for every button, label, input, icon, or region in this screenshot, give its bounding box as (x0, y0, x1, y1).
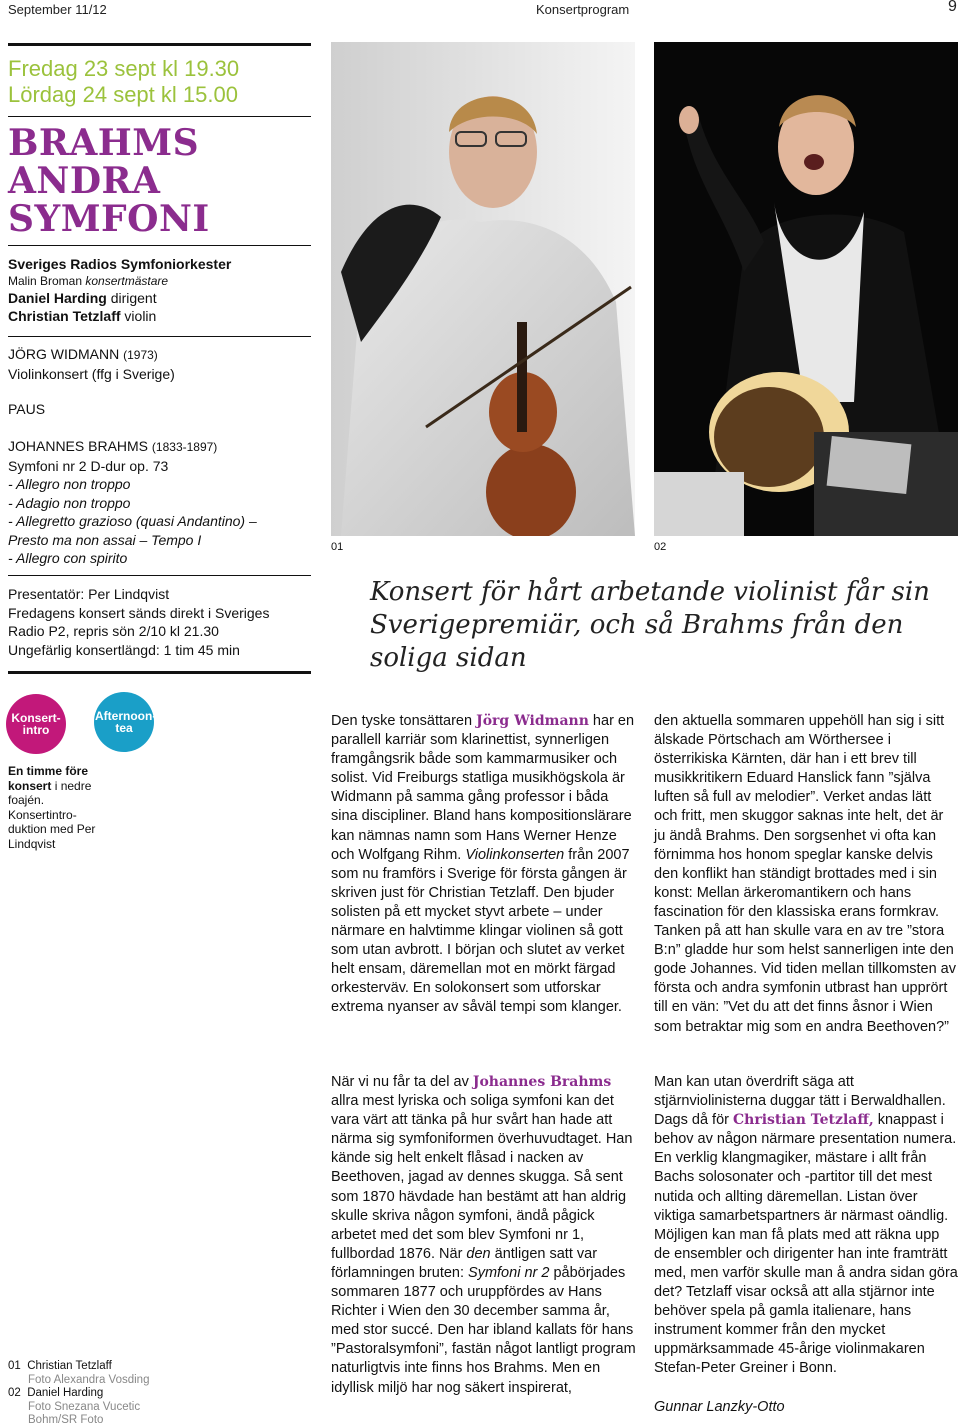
text: äntligen satt var förlamningen bruten: (331, 1245, 598, 1281)
practical-info (8, 585, 308, 659)
conductor (8, 289, 308, 308)
credit-1 (8, 1360, 178, 1374)
article-brahms-cont (654, 712, 956, 1037)
composer-years: (1973) (123, 348, 158, 362)
info-line: Radio P2, repris sön 2/10 kl 21.30 (8, 623, 219, 639)
article-tetzlaff (654, 1073, 958, 1417)
lead-text: Konsert för hårt arbetande violinist får sin Sverigepremiär, och så Brahms från den soliga sidan (370, 577, 930, 673)
photo-conductor (654, 42, 958, 536)
text: Man kan utan överdrift säga att stjärnviolinisterna duggar tätt i Berwaldhallen. Dags då för (654, 1074, 946, 1129)
photo-label-2: 02 (654, 541, 667, 553)
date-friday: Fredag 23 sept kl 19.30 (8, 56, 240, 81)
text: Den tyske tonsättaren (331, 713, 477, 729)
konsertintro-badge (6, 694, 66, 754)
intro-note-text: Konsertintro-duktion med Per Lindqvist (8, 807, 96, 851)
concert-title (8, 124, 313, 238)
text: knappast i behov av någon närmare presentation numera. En verklig klangmagiker, mästare i allt från Bachs solosonater och -partitor till det mest nutida och allting däremellan. Listan över viktiga samarbetspartners är närmast oändlig. Möjligen kan man få plats med att räkna upp de ensembler och dirigenter han inte framträtt med, men varför skulle man å andra sidan göra det? Tetzlaff visar också att alla stjärnor inte behöver spela på gamla italienare, hans instrument kommer från den mycket uppmärksammade 45-årige violinmakaren Stefan-Peter Greiner i Bonn. (654, 1112, 958, 1377)
photo-violinist (331, 42, 635, 536)
top-rule (8, 43, 311, 46)
title-line: ANDRA (8, 160, 161, 202)
concertmaster (8, 274, 308, 289)
info-line: Ungefärlig konsertlängd: 1 tim 45 min (8, 641, 240, 658)
conductor-name: Daniel Harding (8, 289, 107, 306)
rule (8, 575, 311, 576)
photo-credits (8, 1360, 178, 1428)
afternoon-tea-badge (94, 692, 157, 752)
soloist (8, 307, 308, 326)
text: har en parallell karriär som klarinettist, synnerligen framgångsrik både som kammarmusiker och solist. Vid Freiburgs statliga musikhögskola är Widmann på samma gång professor i båda sina discipliner. Bland hans kompositionslärare kan nämnas namn som Hans Werner Henze och Wolfgang Rihm. (331, 713, 635, 863)
badge-label: Konsert-intro (11, 711, 61, 737)
soloist-name: Christian Tetzlaff (8, 308, 121, 324)
bottom-rule (8, 671, 311, 674)
credit-number: 01 (8, 1360, 21, 1372)
program-part2 (8, 437, 308, 568)
work-title: Symfoni nr 2 D-dur op. 73 (8, 457, 169, 474)
composer-years: (1833-1897) (151, 440, 218, 454)
highlight-name: Christian Tetzlaff, (733, 1112, 874, 1129)
title-line: SYMFONI (8, 198, 210, 240)
composer-brahms (8, 437, 308, 457)
article-widmann (331, 712, 636, 1018)
text: påbörjades sommaren 1877 och uruppfördes av Hans Richter i Wien den 30 december samma år, med stor succé. Den har ibland kallats för hans ”Pastoralsymfoni”, fastän något lantligt program naturligtvis inte finns hos Brahms. Men en idyllisk miljö har nog säkert inspirerat, (331, 1264, 636, 1396)
title-line: BRAHMS (8, 122, 200, 164)
photo-label-1: 01 (331, 541, 344, 553)
credit-2 (8, 1387, 178, 1401)
info-line: Presentatör: Per Lindqvist (8, 586, 170, 602)
article-brahms (331, 1073, 636, 1398)
concert-dates (8, 56, 308, 108)
composer-name: JÖRG WIDMANN (8, 346, 120, 362)
rule (8, 245, 311, 246)
credit-number: 02 (8, 1387, 21, 1399)
page-number: 9 (948, 0, 957, 15)
header-section: Konsertprogram (536, 2, 630, 17)
info-line: Fredagens konsert sänds direkt i Sveriges (8, 604, 270, 621)
movement: - Allegro non troppo (8, 476, 131, 492)
credit-name: Christian Tetzlaff (27, 1360, 112, 1372)
header-date: September 11/12 (8, 2, 107, 17)
composer-widmann (8, 345, 308, 365)
pause: PAUS (8, 401, 46, 417)
movement: - Allegro con spirito (8, 550, 128, 566)
text-italic: Symfoni nr 2 (468, 1264, 550, 1281)
author: Gunnar Lanzky-Otto (654, 1398, 785, 1415)
text-italic: den (466, 1245, 491, 1262)
text: När vi nu får ta del av (331, 1074, 473, 1090)
text-italic: Violinkonserten (465, 846, 565, 863)
badge-label: Afternoon-tea (95, 709, 157, 735)
composer-name: JOHANNES BRAHMS (8, 438, 149, 454)
rule (8, 116, 311, 117)
program-part1 (8, 345, 308, 383)
date-saturday: Lördag 24 sept kl 15.00 (8, 82, 238, 107)
movement: Presto ma non assai – Tempo I (8, 531, 202, 548)
text: allra mest lyriska och soliga symfoni kan det vara värt att tänka på hur svårt han hade att närma sig symfoniformen överhuvudtaget. Han kände sig helt enkelt flåsad i nacken av Beethoven, jagad av dennes skugga. Så sent som 1870 hävdade han bestämt att han aldrig skulle skriva någon symfoni, ändå pågick arbetet med det som blev Symfoni nr 1, fullbordad 1876. När (331, 1093, 633, 1262)
orchestra: Sveriges Radios Symfoniorkester (8, 256, 232, 272)
credit-photographer: Foto Snezana Vucetic Bohm/SR Foto (28, 1400, 141, 1426)
text: den aktuella sommaren uppehöll han sig i sitt älskade Pörtschach am Wörthersee i österrikiska Kärnten, där han i ett brev till musikkritikern Eduard Hanslick fann ”själva luften så full av melodier”. Verket andas lätt och fritt, men skuggor saknas inte helt, det är ju ändå Brahms. Den sorgsenhet vi ofta kan förnimma hos honom speglar kanske delvis den konflikt han ständigt brottades med i sin konst: Mellan ärkeromantikern och hans fascination för den klassiska erans formkrav. Tanken på att han skulle vara en av tre ”stora B:n” gladde hur som helst sannerligen inte den gode Johannes. Vid tiden mellan tillkomsten av första och andra symfonin utbrast han upprört till en vän: ”Vet du att det finns åsnor i Wien som betraktar mig som en andra Beethoven?” (654, 713, 957, 1035)
concertmaster-name: Malin Broman (8, 273, 83, 288)
work-title: Violinkonsert (ffg i Sverige) (8, 365, 175, 382)
text: från 2007 som nu framförs i Sverige för första gången är skriven just för Christian Tetzlaff. Den bjuder solisten på ett mycket styvt arbete – under närmare en halvtimme klingar violinen så gott som utan avbrott. I början och slutet av verket helt ensam, däremellan mot en mörkt färgad orkesterväv. En solokonsert som utforskar extrema nyanser av såväl tempi som klanger. (331, 846, 630, 1016)
highlight-name: Johannes Brahms (472, 1074, 612, 1090)
intro-note-bold: En timme före konsert (8, 764, 89, 793)
highlight-name: Jörg Widmann (476, 713, 589, 729)
credit-name: Daniel Harding (27, 1387, 104, 1399)
conductor-role: dirigent (110, 289, 157, 306)
concertmaster-role: konsertmästare (85, 273, 169, 288)
intro-note-text: i nedre foajén. (8, 778, 92, 807)
movement: - Allegretto grazioso (quasi Andantino) – (8, 513, 257, 529)
credit-photographer: Foto Alexandra Vosding (28, 1373, 150, 1386)
intro-note (8, 764, 98, 851)
movement: - Adagio non troppo (8, 494, 131, 511)
performers (8, 255, 308, 326)
rule (8, 336, 311, 337)
soloist-role: violin (124, 308, 157, 324)
